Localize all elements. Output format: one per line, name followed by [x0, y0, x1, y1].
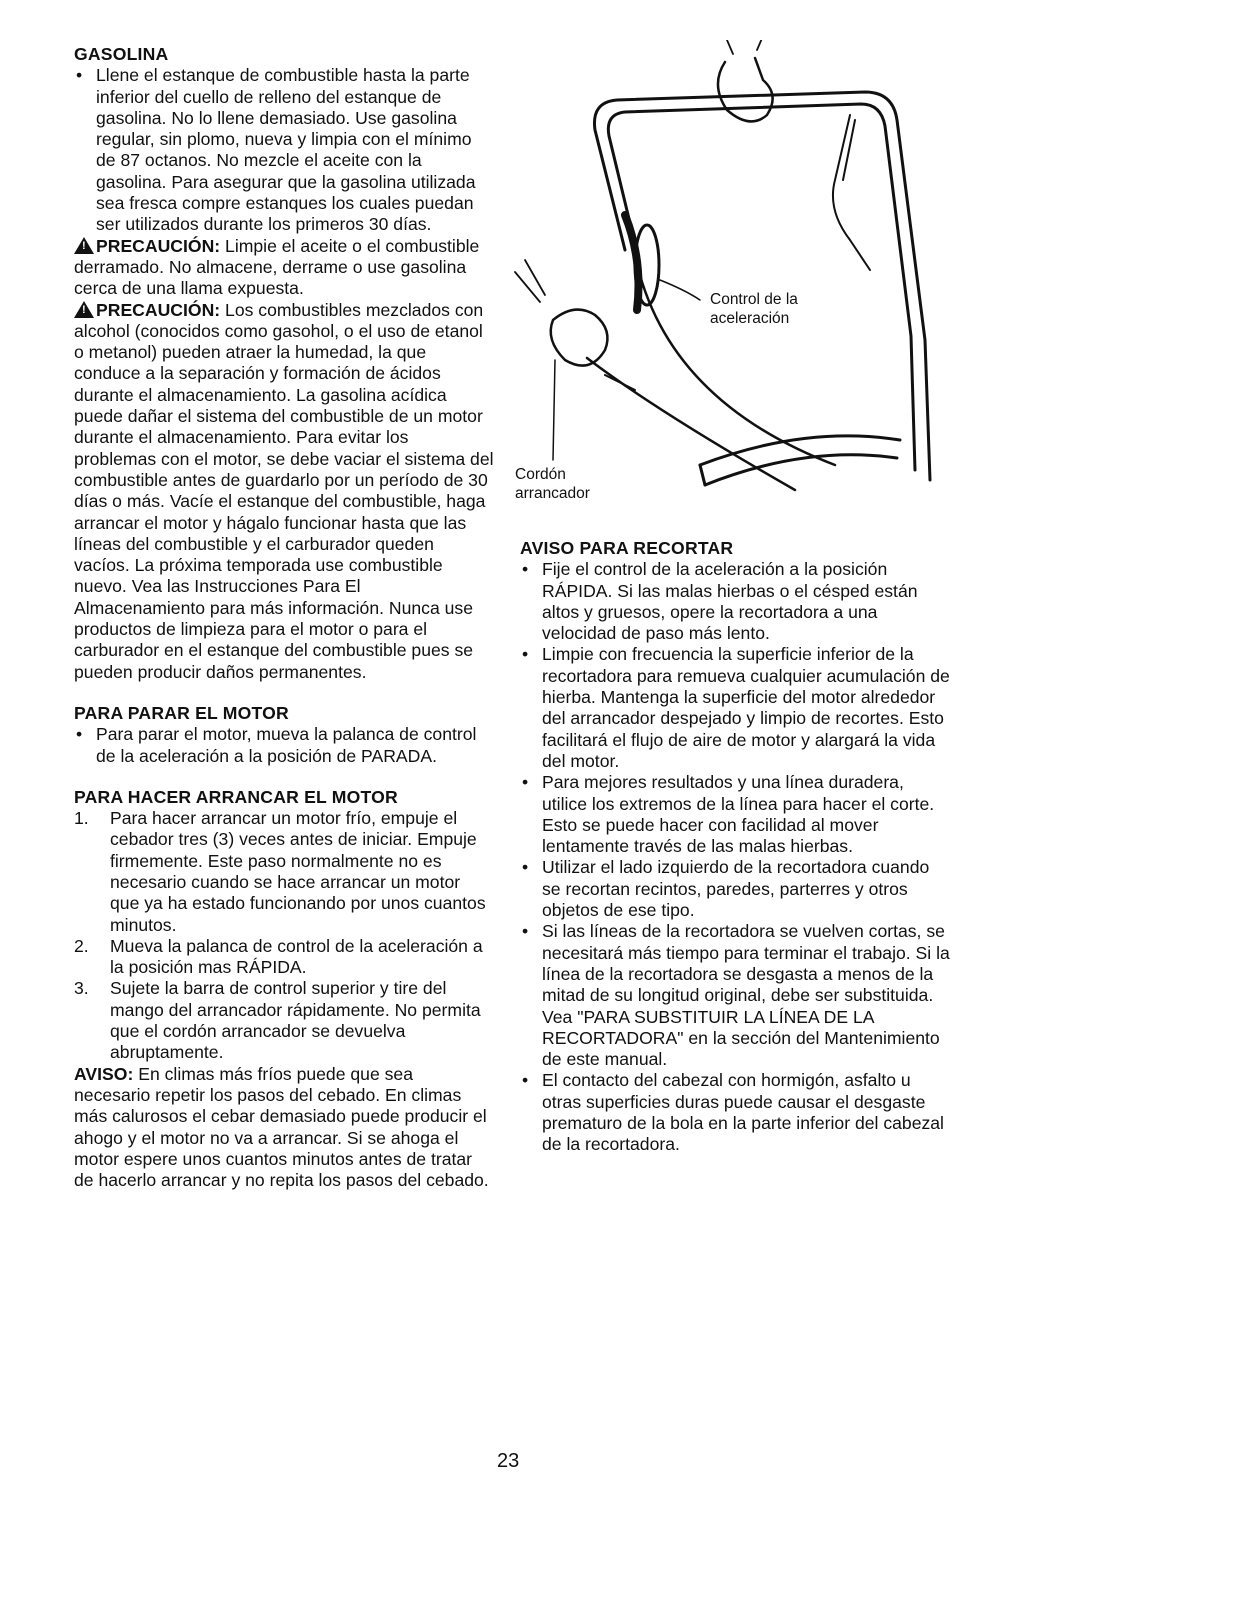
cord-label-line: Cordón — [515, 466, 566, 483]
step-number: 1. — [74, 808, 89, 829]
cord-label-line: arrancador — [515, 485, 590, 502]
throttle-label-line: Control de la — [710, 291, 798, 308]
recortar-bullet: • Para mejores resultados y una línea duradera, utilice los extremos de la línea para hacer el corte. Esto se puede hacer con facilidad al mover lentamente través de las malas hierbas. — [520, 772, 950, 857]
parar-bullet: • Para parar el motor, mueva la palanca de control de la aceleración a la posición de PARADA. — [74, 724, 494, 767]
caution-1-label: PRECAUCIÓN: — [96, 235, 221, 256]
recortar-bullet: • El contacto del cabezal con hormigón, asfalto u otras superficies duras puede causar el desgaste prematuro de la bola en la parte inferior del cabezal de la recortadora. — [520, 1070, 950, 1155]
step-number: 3. — [74, 978, 89, 999]
step-text: Mueva la palanca de control de la aceleración a la posición mas RÁPIDA. — [110, 935, 483, 978]
trimmer-handle-illustration — [505, 40, 945, 530]
recortar-bullet: • Utilizar el lado izquierdo de la recortadora cuando se recortan recintos, paredes, parterres y otros objetos de ese tipo. — [520, 857, 950, 921]
throttle-label-line: aceleración — [710, 310, 790, 327]
aviso-note — [74, 1064, 494, 1192]
aviso-label: AVISO: — [74, 1063, 134, 1084]
warning-icon — [74, 237, 94, 254]
arrancar-step — [74, 936, 494, 979]
caution-2 — [74, 300, 494, 683]
throttle-control-label — [710, 290, 798, 328]
warning-icon — [74, 301, 94, 318]
arrancar-step — [74, 808, 494, 936]
recortar-bullet: • Limpie con frecuencia la superficie inferior de la recortadora para remueva cualquier acumulación de hierba. Mantenga la superficie del motor alrededor del arrancador despejado y limpio de recortes. Esto facilitará el flujo de aire de motor y alargará la vida del motor. — [520, 644, 950, 772]
caution-2-text: Los combustibles mezclados con alcohol (conocidos como gasohol, o el uso de etanol o metanol) pueden atraer la humedad, la que conduce a la separación y formación de ácidos durante el almacenamiento. La gasolina acídica puede dañar el sistema del combustible de un motor durante el almacenamiento. Para evitar los problemas con el motor, se debe vaciar el sistema del combustible antes de guardarlo por un período de 30 días o más. Vacíe el estanque del combustible, haga arrancar el motor y hágalo funcionar hasta que las líneas del combustible y el carburador queden vacíos. La próxima temporada use combustible nuevo. Vea las Instrucciones Para El Almacenamiento para más información. Nunca use productos de limpieza para el motor o para el carburador en el estanque del combustible pues se pueden producir daños permanentes. — [74, 299, 494, 682]
handle-drawing — [505, 40, 945, 530]
caution-1 — [74, 236, 494, 300]
parar-heading: PARA PARAR EL MOTOR — [74, 702, 289, 723]
left-column — [74, 44, 494, 1191]
recortar-bullet: • Fije el control de la aceleración a la posición RÁPIDA. Si las malas hierbas o el césped están altos y gruesos, opere la recortadora a una velocidad de paso más lento. — [520, 559, 950, 644]
aviso-recortar-heading: AVISO PARA RECORTAR — [520, 538, 734, 558]
caution-1-text: Limpie el aceite o el combustible derramado. No almacene, derrame o use gasolina cerca de una llama expuesta. — [74, 235, 480, 299]
caution-2-label: PRECAUCIÓN: — [96, 299, 221, 320]
step-number: 2. — [74, 935, 89, 956]
recortar-bullet: • Si las líneas de la recortadora se vuelven cortas, se necesitará más tiempo para terminar el trabajo. Si la línea de la recortadora se desgasta a menos de la mitad de su longitud original, debe ser substituida. Vea "PARA SUBSTITUIR LA LÍNEA DE LA RECORTADORA" en la sección del Mantenimiento de este manual. — [520, 921, 950, 1070]
gasolina-heading: GASOLINA — [74, 44, 169, 64]
arrancar-step — [74, 978, 494, 1063]
gasolina-bullet: • Llene el estanque de combustible hasta la parte inferior del cuello de relleno del estanque de gasolina. No lo llene demasiado. Use gasolina regular, sin plomo, nueva y limpia con el mínimo de 87 octanos. No mezcle el aceite con la gasolina. Para asegurar que la gasolina utilizada sea fresca compre estanques los cuales puedan ser utilizados durante los primeros 30 días. — [74, 65, 494, 235]
page-number: 23 — [497, 1450, 520, 1472]
step-text: Sujete la barra de control superior y tire del mango del arrancador rápidamente. No permita que el cordón arrancador se devuelva abruptamente. — [110, 978, 481, 1063]
right-column — [520, 538, 950, 1156]
aviso-text: En climas más fríos puede que sea necesario repetir los pasos del cebado. En climas más calurosos el cebar demasiado puede producir el ahogo y el motor no va a arrancar. Si se ahoga el motor espere unos cuantos minutos antes de tratar de hacerlo arrancar y no repita los pasos del cebado. — [74, 1063, 489, 1191]
step-text: Para hacer arrancar un motor frío, empuje el cebador tres (3) veces antes de iniciar. Empuje firmemente. Este paso normalmente no es necesario cuando se hace arrancar un motor que ya ha estado funcionando por unos cuantos minutos. — [110, 808, 486, 935]
starter-cord-label — [515, 465, 590, 503]
arrancar-heading: PARA HACER ARRANCAR EL MOTOR — [74, 786, 398, 807]
